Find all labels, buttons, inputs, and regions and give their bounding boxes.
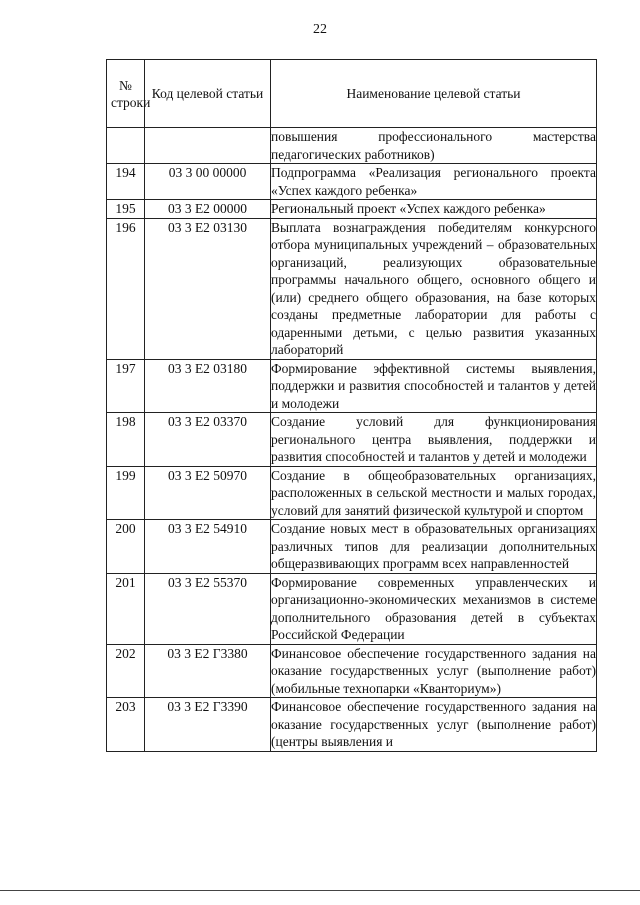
table-row [107, 644, 597, 698]
article-name-cell: Формирование современных управленческих и организационно-экономических механизмов в системе дополнительного образования детей в субъектах Российской Федерации [271, 574, 596, 642]
table-row [107, 200, 597, 219]
article-name-cell: Создание условий для функционирования регионального центра выявления, поддержки и развития способностей и талантов у детей и молодежи [271, 414, 596, 464]
page-number: 22 [313, 22, 327, 37]
article-name-cell: Региональный проект «Успех каждого ребенка» [271, 200, 597, 219]
article-name-cell: Создание новых мест в образовательных организациях различных типов для реализации дополнительных общеразвивающих программ всех направленностей [271, 521, 596, 571]
article-code-cell: 03 3 00 00000 [145, 164, 271, 200]
article-code-cell: 03 3 Е2 Г3380 [145, 644, 271, 698]
row-number-cell: 197 [107, 359, 145, 413]
table-row [107, 128, 597, 164]
row-number-cell: 200 [107, 520, 145, 574]
article-name-cell: Выплата вознаграждения победителям конкурсного отбора муниципальных учреждений – образовательных организаций, реализующих образовательные программы начального общего, основного общего и (или) среднего общего образования, на базе которых созданы предметные лаборатории для работы с одаренными детьми, с целью развития указанных лабораторий [271, 219, 596, 357]
row-number-cell: 202 [107, 644, 145, 698]
table-row [107, 164, 597, 200]
article-name-cell: Финансовое обеспечение государственного задания на оказание государственных услуг (выполнение работ) (центры выявления и [271, 699, 596, 749]
article-name-cell: Подпрограмма «Реализация регионального проекта «Успех каждого ребенка» [271, 165, 596, 198]
article-code-cell: 03 3 Е2 50970 [145, 466, 271, 520]
row-number-cell: 194 [107, 164, 145, 200]
header-row-number: № строки [107, 60, 145, 128]
row-number-cell: 195 [107, 200, 145, 219]
header-article-name: Наименование целевой статьи [271, 60, 597, 128]
article-code-cell: 03 3 Е2 03130 [145, 218, 271, 359]
article-code-cell: 03 3 Е2 Г3390 [145, 698, 271, 752]
row-number-cell: 198 [107, 413, 145, 467]
table-header-row [107, 60, 597, 128]
page-bottom-rule [0, 890, 640, 891]
row-number-cell: 203 [107, 698, 145, 752]
row-number-cell [107, 128, 145, 164]
article-code-cell: 03 3 Е2 54910 [145, 520, 271, 574]
article-code-cell: 03 3 Е2 55370 [145, 573, 271, 644]
table-row [107, 466, 597, 520]
table-row [107, 698, 597, 752]
row-number-cell: 199 [107, 466, 145, 520]
article-name-cell: Создание в общеобразовательных организациях, расположенных в сельской местности и малых городах, условий для занятий физической культурой и спортом [271, 467, 596, 518]
table-row [107, 359, 597, 413]
article-name-cell: повышения профессионального мастерства педагогических работников) [271, 129, 596, 162]
table-row [107, 413, 597, 467]
article-code-cell [145, 128, 271, 164]
table-row [107, 520, 597, 574]
table-body [107, 128, 597, 752]
article-code-cell: 03 3 Е2 03180 [145, 359, 271, 413]
header-article-code: Код целевой статьи [145, 60, 271, 128]
article-name-cell: Финансовое обеспечение государственного задания на оказание государственных услуг (выполнение работ) (мобильные технопарки «Кванториум») [271, 645, 596, 696]
article-name-cell: Формирование эффективной системы выявления, поддержки и развития способностей и талантов у детей и молодежи [271, 360, 596, 411]
article-code-cell: 03 3 Е2 03370 [145, 413, 271, 467]
table-row [107, 218, 597, 359]
article-code-cell: 03 3 Е2 00000 [145, 200, 271, 219]
row-number-cell: 196 [107, 218, 145, 359]
row-number-cell: 201 [107, 573, 145, 644]
target-articles-table [106, 59, 597, 752]
table-row [107, 573, 597, 644]
